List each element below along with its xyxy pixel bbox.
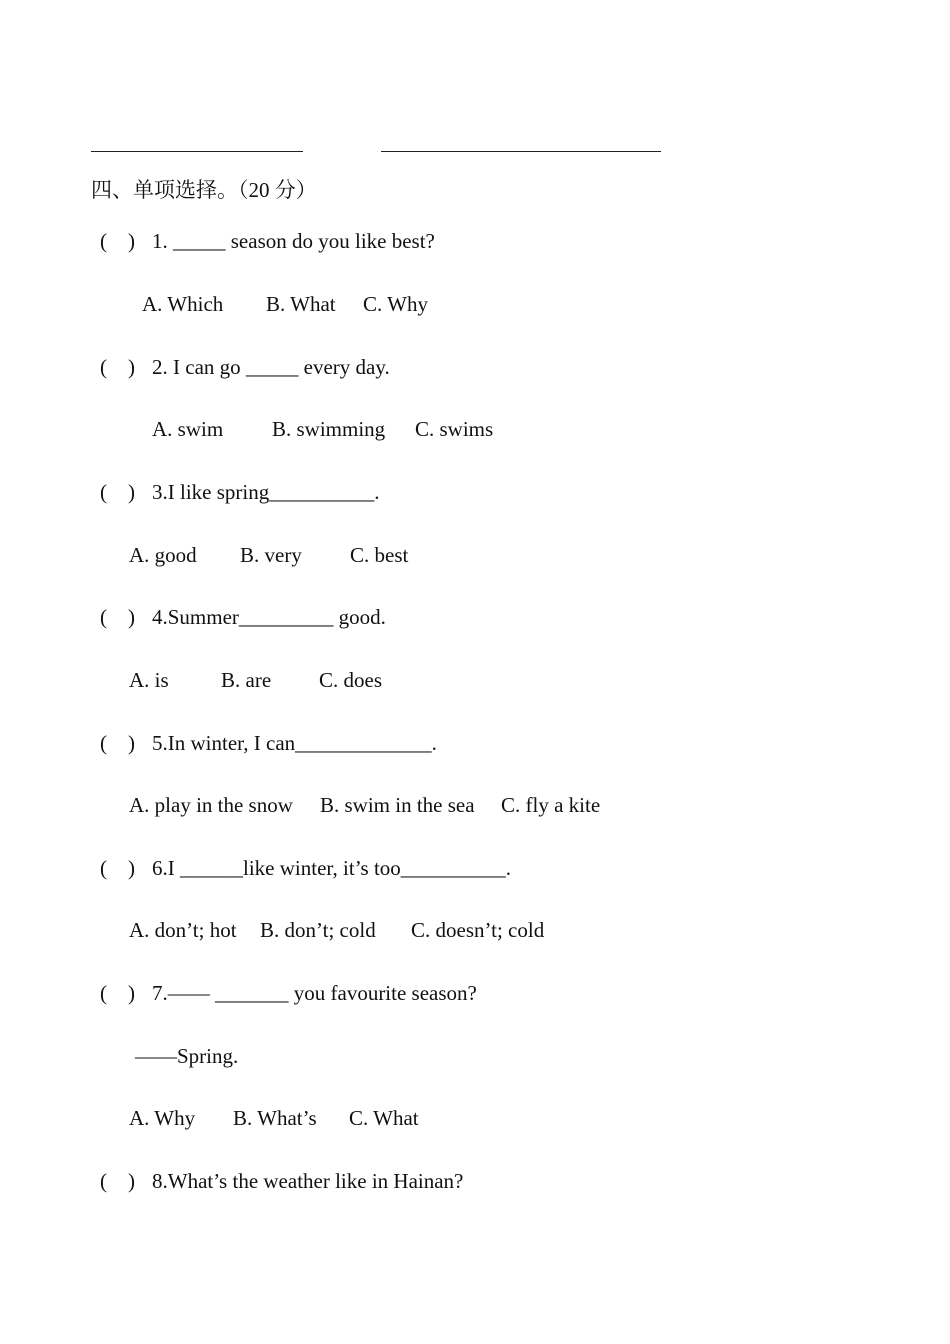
question-1-option-c: C. Why	[363, 292, 428, 316]
answer-blank-line-1	[91, 151, 303, 152]
question-1-option-b: B. What	[266, 292, 336, 316]
question-5-option-c: C. fly a kite	[501, 793, 601, 817]
question-7-option-b: B. What’s	[233, 1106, 317, 1130]
question-3-option-a: A. good	[129, 543, 197, 567]
question-6-option-b: B. don’t; cold	[260, 918, 376, 942]
question-1-stem: 1. _____ season do you like best?	[152, 229, 435, 253]
question-8-stem: 8.What’s the weather like in Hainan?	[152, 1169, 464, 1193]
answer-bracket-2[interactable]: ( )	[100, 355, 135, 379]
question-3-option-b: B. very	[240, 543, 302, 567]
question-3-option-c: C. best	[350, 543, 409, 567]
answer-bracket-1[interactable]: ( )	[100, 229, 135, 253]
question-7-option-a: A. Why	[129, 1106, 196, 1130]
question-2-option-b: B. swimming	[272, 417, 386, 441]
question-2-option-a: A. swim	[152, 417, 224, 441]
question-4-stem: 4.Summer_________ good.	[152, 605, 386, 629]
answer-bracket-4[interactable]: ( )	[100, 605, 135, 629]
question-4-option-a: A. is	[129, 668, 169, 692]
question-4-option-c: C. does	[319, 668, 382, 692]
answer-bracket-5[interactable]: ( )	[100, 731, 135, 755]
section-heading	[91, 177, 317, 203]
question-1-option-a: A. Which	[142, 292, 224, 316]
section-score: （20 分）	[238, 178, 317, 202]
section-title: 四、单项选择。	[91, 178, 238, 202]
answer-bracket-6[interactable]: ( )	[100, 856, 135, 880]
question-2-option-c: C. swims	[415, 417, 494, 441]
answer-bracket-8[interactable]: ( )	[100, 1169, 135, 1193]
question-7-stem: 7.—— _______ you favourite season?	[152, 981, 477, 1005]
question-6-option-c: C. doesn’t; cold	[411, 918, 545, 942]
question-5-option-b: B. swim in the sea	[320, 793, 475, 817]
question-5-stem: 5.In winter, I can_____________.	[152, 731, 437, 755]
question-7-reply: ——Spring.	[135, 1044, 239, 1068]
answer-blank-line-2	[381, 151, 661, 152]
question-2-stem: 2. I can go _____ every day.	[152, 355, 390, 379]
answer-bracket-3[interactable]: ( )	[100, 480, 135, 504]
answer-bracket-7[interactable]: ( )	[100, 981, 135, 1005]
question-5-option-a: A. play in the snow	[129, 793, 293, 817]
question-6-stem: 6.I ______like winter, it’s too__________.	[152, 856, 512, 880]
question-4-option-b: B. are	[221, 668, 272, 692]
question-6-option-a: A. don’t; hot	[129, 918, 237, 942]
question-3-stem: 3.I like spring__________.	[152, 480, 380, 504]
question-7-option-c: C. What	[349, 1106, 419, 1130]
